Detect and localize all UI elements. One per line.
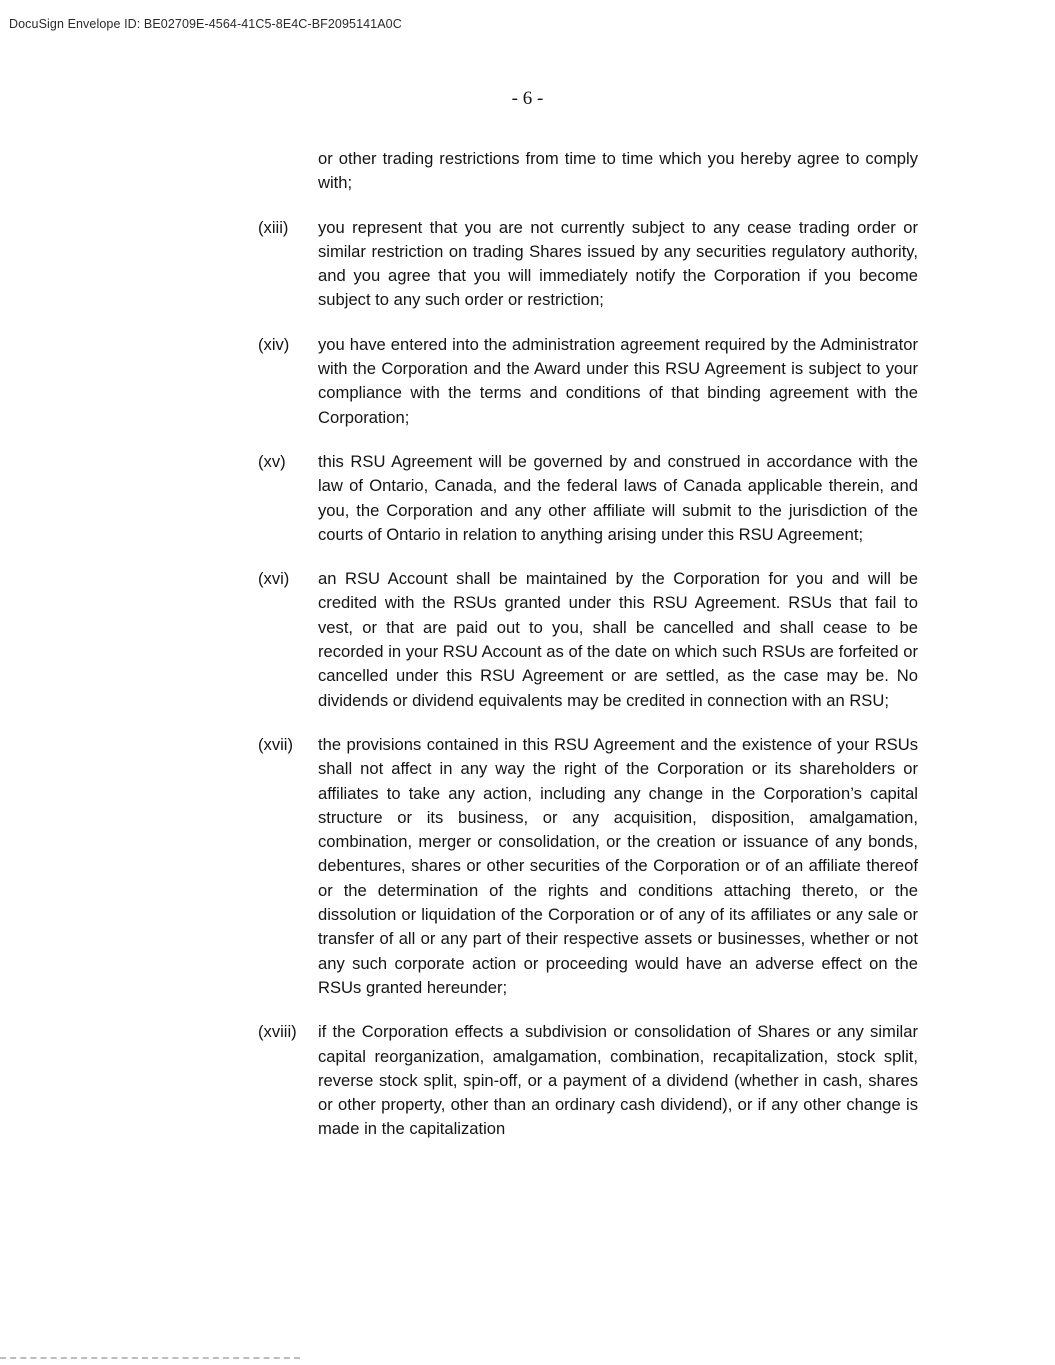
clause-xiv xyxy=(258,333,918,430)
clause-number: (xvi) xyxy=(258,569,290,589)
clause-xvii xyxy=(258,733,918,1000)
scan-edge-divider xyxy=(0,1357,300,1359)
clause-text: the provisions contained in this RSU Agreement and the existence of your RSUs shall not affect in any way the right of the Corporation or its shareholders or affiliates to take any action, including any change in the Corporation’s capital structure or its business, or any acquisition, disposition, amalgamation, combination, merger or consolidation, or the creation or issuance of any bonds, debentures, shares or other securities of the Corporation or of an affiliate thereof or the determination of the rights and conditions attaching thereto, or the dissolution or liquidation of the Corporation or of any of its affiliates or any sale or transfer of all or any part of their respective assets or businesses, whether or not any such corporate action or proceeding would have an adverse effect on the RSUs granted hereunder; xyxy=(318,734,918,997)
clause-text: you have entered into the administration agreement required by the Administrator with the Corporation and the Award under this RSU Agreement is subject to your compliance with the terms and conditions of that binding agreement with the Corporation; xyxy=(318,334,918,427)
clause-text: this RSU Agreement will be governed by and construed in accordance with the law of Ontario, Canada, and the federal laws of Canada applicable therein, and you, the Corporation and any other affiliate will submit to the jurisdiction of the courts of Ontario in relation to anything arising under this RSU Agreement; xyxy=(318,451,918,544)
page-number: - 6 - xyxy=(511,88,544,109)
docusign-envelope-id: DocuSign Envelope ID: BE02709E-4564-41C5-8E4C-BF2095141A0C xyxy=(9,17,402,31)
clause-xv xyxy=(258,450,918,547)
clause-xvi xyxy=(258,567,918,713)
clause-xviii xyxy=(258,1020,918,1141)
continuation-paragraph: or other trading restrictions from time to time which you hereby agree to comply with; xyxy=(318,149,918,193)
clause-text: you represent that you are not currently subject to any cease trading order or similar restriction on trading Shares issued by any securities regulatory authority, and you agree that you will immediately notify the Corporation if you become subject to any such order or restriction; xyxy=(318,217,918,310)
clause-number: (xiv) xyxy=(258,334,290,354)
clause-number: (xiii) xyxy=(258,217,289,237)
clause-text: an RSU Account shall be maintained by the Corporation for you and will be credited with the RSUs granted under this RSU Agreement. RSUs that fail to vest, or that are paid out to you, shall be cancelled and shall cease to be recorded in your RSU Account as of the date on which such RSUs are forfeited or cancelled under this RSU Agreement or are settled, as the case may be. No dividends or dividend equivalents may be credited in connection with an RSU; xyxy=(318,569,918,710)
clause-text: if the Corporation effects a subdivision or consolidation of Shares or any similar capital reorganization, amalgamation, combination, recapitalization, stock split, reverse stock split, spin-off, or a payment of a dividend (whether in cash, shares or other property, other than an ordinary cash dividend), or if any other change is made in the capitalization xyxy=(318,1022,918,1139)
clause-xiii xyxy=(258,216,918,313)
clause-number: (xvii) xyxy=(258,734,294,754)
agreement-body xyxy=(258,147,918,1162)
clause-number: (xviii) xyxy=(258,1022,297,1042)
clause-number: (xv) xyxy=(258,451,286,471)
